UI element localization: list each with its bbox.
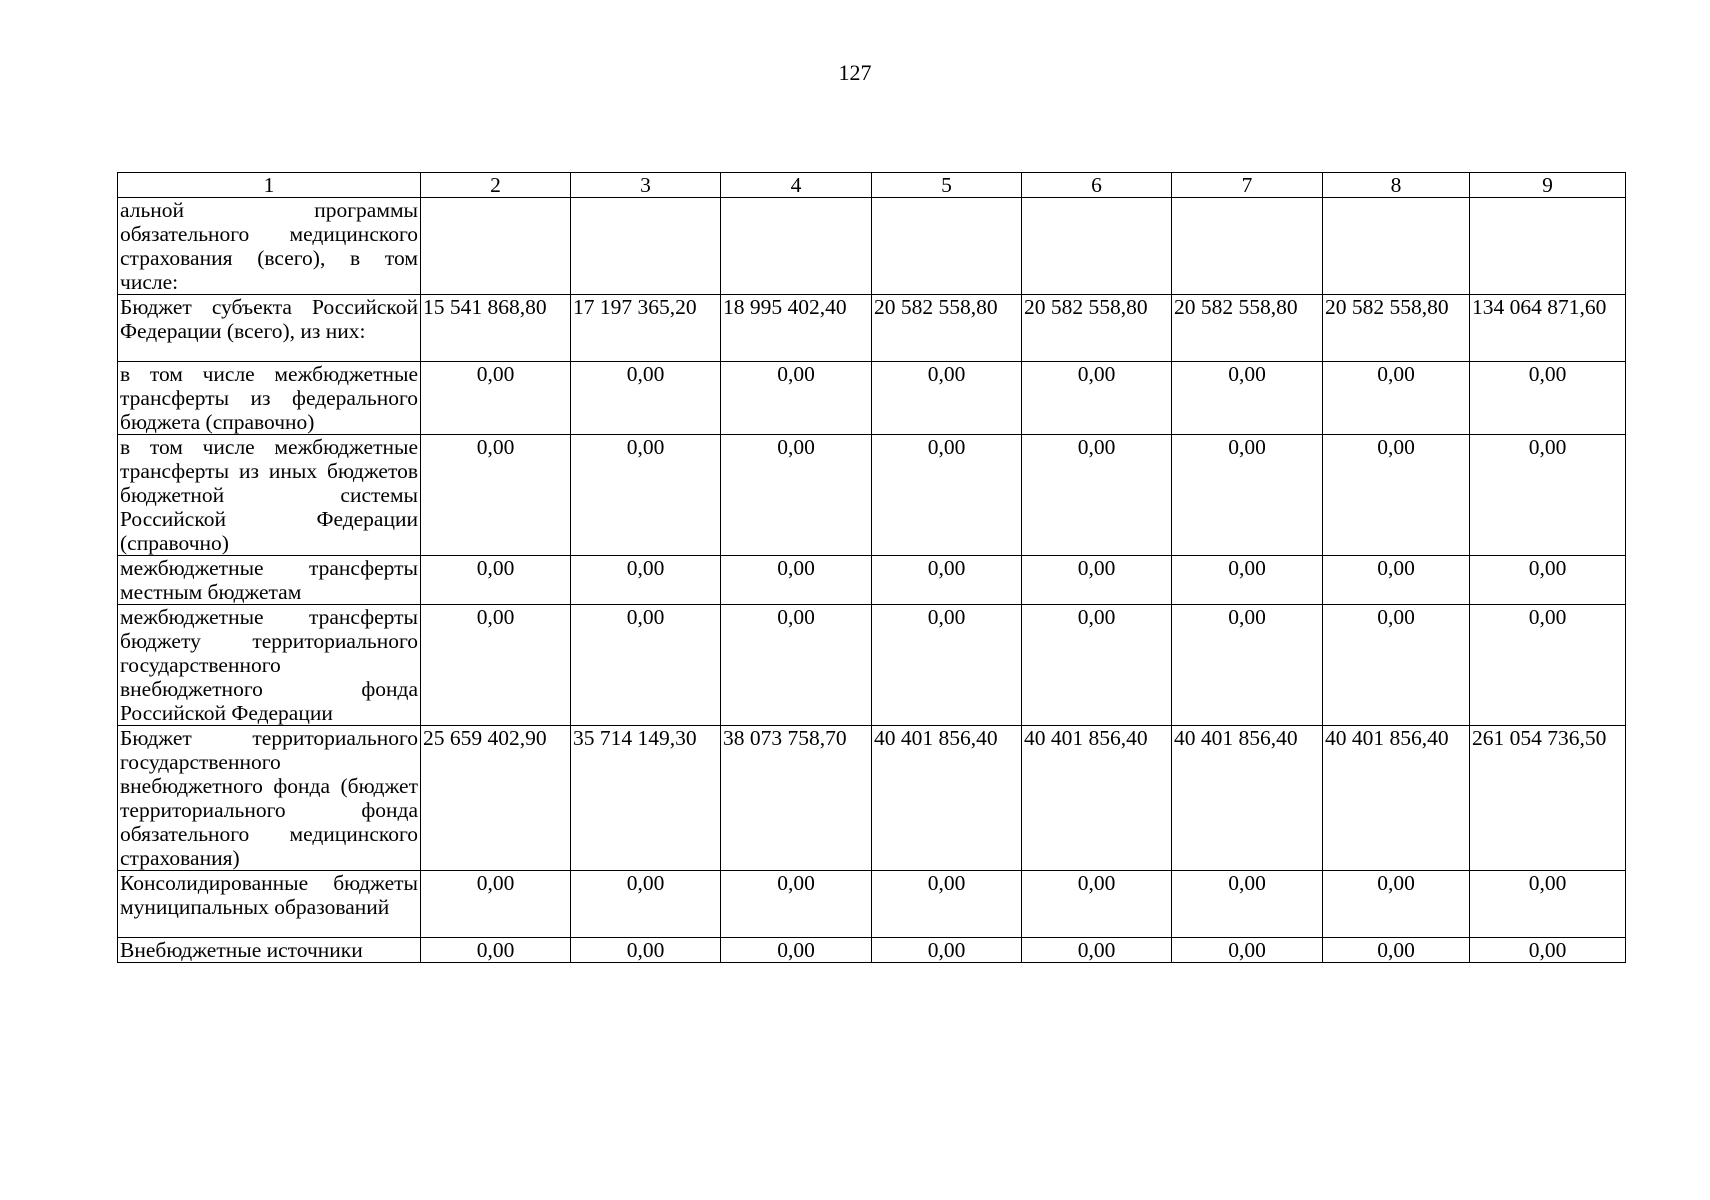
table-cell	[1323, 198, 1470, 295]
table-cell: 0,00	[421, 435, 571, 556]
table-cell: 0,00	[1323, 938, 1470, 963]
table-cell: 38 073 758,70	[721, 726, 872, 871]
column-header: 1	[118, 173, 421, 198]
table-cell: 0,00	[571, 605, 721, 726]
column-header: 2	[421, 173, 571, 198]
table-cell: 0,00	[721, 871, 872, 938]
table-cell: 0,00	[1470, 435, 1626, 556]
budget-table	[117, 172, 1626, 963]
row-label: альной программы обязательного медицинского страхования (всего), в том числе:	[118, 198, 421, 295]
row-label: межбюджетные трансферты местным бюджетам	[118, 556, 421, 605]
table-cell: 0,00	[1470, 871, 1626, 938]
table-header-row	[118, 173, 1626, 198]
table-cell: 0,00	[721, 938, 872, 963]
page-number: 127	[838, 60, 872, 85]
column-header: 5	[872, 173, 1022, 198]
table-cell: 0,00	[1323, 556, 1470, 605]
table-cell: 0,00	[872, 871, 1022, 938]
table-row	[118, 295, 1626, 362]
table-cell: 0,00	[872, 938, 1022, 963]
table-cell: 0,00	[1470, 605, 1626, 726]
table-row	[118, 605, 1626, 726]
row-label: Бюджет субъекта Российской Федерации (всего), из них:	[118, 295, 421, 362]
table-cell: 40 401 856,40	[1172, 726, 1323, 871]
table-cell: 0,00	[1470, 556, 1626, 605]
table-cell: 0,00	[1022, 938, 1172, 963]
table-cell: 18 995 402,40	[721, 295, 872, 362]
table-cell	[421, 198, 571, 295]
table-cell: 0,00	[571, 938, 721, 963]
table-row	[118, 726, 1626, 871]
table-cell: 0,00	[1022, 556, 1172, 605]
table-cell: 0,00	[1022, 435, 1172, 556]
table-cell: 0,00	[721, 362, 872, 435]
column-header: 9	[1470, 173, 1626, 198]
table-cell: 20 582 558,80	[1172, 295, 1323, 362]
table-cell: 25 659 402,90	[421, 726, 571, 871]
table-cell: 0,00	[1022, 871, 1172, 938]
table-cell: 0,00	[1172, 556, 1323, 605]
row-label: Консолидированные бюджеты муниципальных образований	[118, 871, 421, 938]
table-cell: 15 541 868,80	[421, 295, 571, 362]
table-cell: 0,00	[571, 556, 721, 605]
table-cell: 0,00	[1323, 362, 1470, 435]
table-cell: 0,00	[1323, 871, 1470, 938]
table-cell: 0,00	[421, 871, 571, 938]
table-cell: 0,00	[1022, 605, 1172, 726]
table-cell	[721, 198, 872, 295]
table-cell: 0,00	[1470, 938, 1626, 963]
table-cell	[1470, 198, 1626, 295]
table-cell: 20 582 558,80	[1323, 295, 1470, 362]
table-cell: 0,00	[1022, 362, 1172, 435]
table-cell: 0,00	[872, 435, 1022, 556]
table-cell: 0,00	[872, 556, 1022, 605]
table-cell: 0,00	[1172, 435, 1323, 556]
row-label: в том числе межбюджетные трансферты из иных бюджетов бюджетной системы Российской Федерации (справочно)	[118, 435, 421, 556]
table-cell: 0,00	[1172, 938, 1323, 963]
table-cell: 134 064 871,60	[1470, 295, 1626, 362]
table-cell	[1022, 198, 1172, 295]
column-header: 6	[1022, 173, 1172, 198]
table-cell: 0,00	[571, 871, 721, 938]
table-cell: 0,00	[571, 435, 721, 556]
table-cell: 20 582 558,80	[1022, 295, 1172, 362]
table-cell: 261 054 736,50	[1470, 726, 1626, 871]
table-row	[118, 871, 1626, 938]
table-cell: 0,00	[721, 435, 872, 556]
table-cell: 20 582 558,80	[872, 295, 1022, 362]
column-header: 3	[571, 173, 721, 198]
table-cell: 40 401 856,40	[1022, 726, 1172, 871]
table-cell: 0,00	[1172, 605, 1323, 726]
table-cell: 0,00	[872, 605, 1022, 726]
row-label: в том числе межбюджетные трансферты из федерального бюджета (справочно)	[118, 362, 421, 435]
table-cell: 0,00	[421, 605, 571, 726]
table-cell: 0,00	[1323, 605, 1470, 726]
table-row	[118, 556, 1626, 605]
table-cell: 0,00	[421, 938, 571, 963]
table-cell: 0,00	[421, 362, 571, 435]
table-cell: 0,00	[721, 556, 872, 605]
table-row	[118, 198, 1626, 295]
table-cell	[1172, 198, 1323, 295]
table-cell	[571, 198, 721, 295]
column-header: 4	[721, 173, 872, 198]
table-cell: 0,00	[1470, 362, 1626, 435]
table-cell: 0,00	[421, 556, 571, 605]
table-cell: 0,00	[571, 362, 721, 435]
table-cell: 0,00	[721, 605, 872, 726]
row-label: межбюджетные трансферты бюджету территориального государственного внебюджетного фонда Российской Федерации	[118, 605, 421, 726]
table-cell: 40 401 856,40	[872, 726, 1022, 871]
table-cell: 40 401 856,40	[1323, 726, 1470, 871]
table-cell: 0,00	[872, 362, 1022, 435]
column-header: 8	[1323, 173, 1470, 198]
row-label: Бюджет территориального государственного внебюджетного фонда (бюджет территориального фонда обязательного медицинского страхования)	[118, 726, 421, 871]
table-cell: 35 714 149,30	[571, 726, 721, 871]
table-cell	[872, 198, 1022, 295]
column-header: 7	[1172, 173, 1323, 198]
table-cell: 17 197 365,20	[571, 295, 721, 362]
row-label: Внебюджетные источники	[118, 938, 421, 963]
table-cell: 0,00	[1172, 362, 1323, 435]
table-cell: 0,00	[1172, 871, 1323, 938]
table-cell: 0,00	[1323, 435, 1470, 556]
table-row	[118, 938, 1626, 963]
table-row	[118, 435, 1626, 556]
table-row	[118, 362, 1626, 435]
